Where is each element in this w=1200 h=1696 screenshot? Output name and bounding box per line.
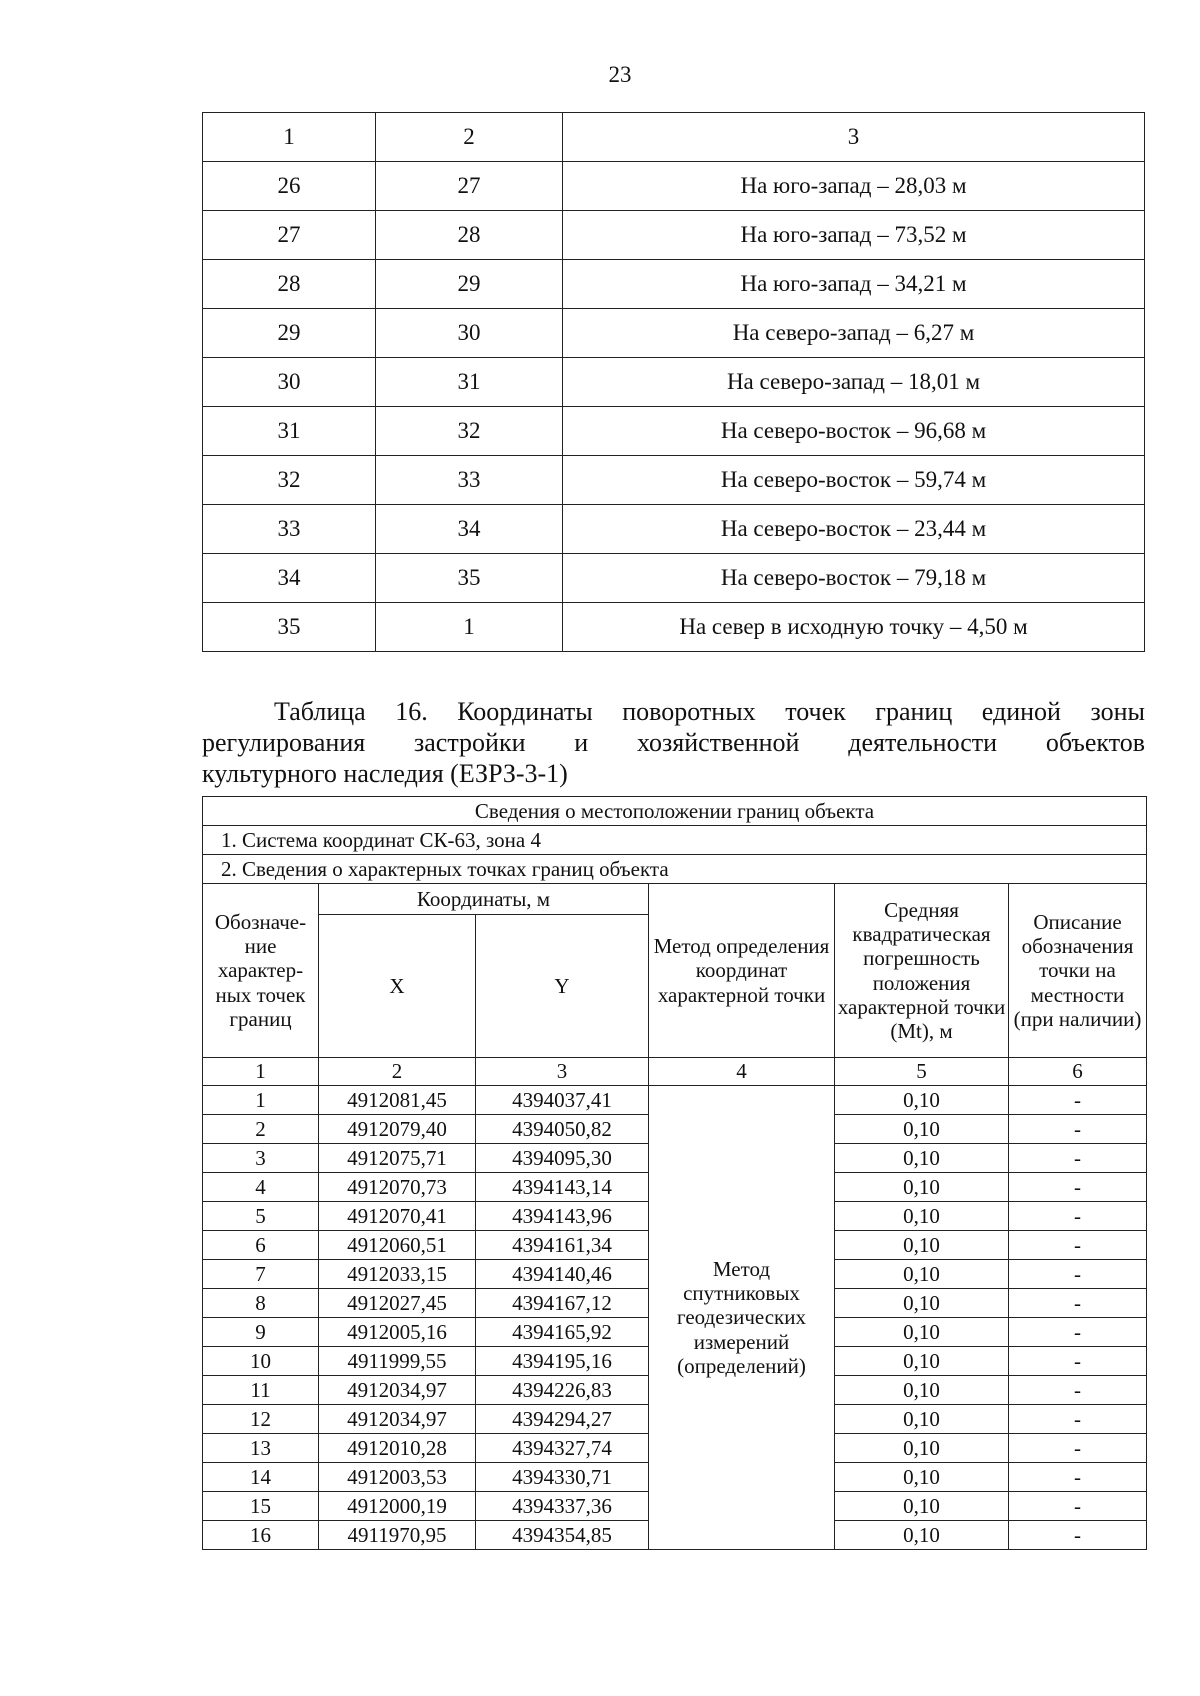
mean-error: 0,10 [835,1347,1009,1376]
point-number: 13 [203,1434,319,1463]
table-row [203,211,1145,260]
point-description: - [1009,1173,1147,1202]
mean-error: 0,10 [835,1260,1009,1289]
coord-y: 4394143,96 [476,1202,649,1231]
direction-distance: На северо-восток – 23,44 м [563,505,1145,554]
coordinates-table [202,796,1147,1550]
coord-y: 4394095,30 [476,1144,649,1173]
from-point: 34 [203,554,376,603]
method-cell: Метод спутниковых геодезических измерений (определений) [649,1086,835,1550]
coord-x: 4912000,19 [319,1492,476,1521]
table-row [203,603,1145,652]
point-description: - [1009,1492,1147,1521]
caption-line-3: культурного наследия (ЕЗРЗ-3-1) [202,759,568,788]
header-coords: Координаты, м [319,884,649,915]
from-point: 33 [203,505,376,554]
point-number: 10 [203,1347,319,1376]
coord-x: 4912075,71 [319,1144,476,1173]
point-description: - [1009,1086,1147,1115]
page-number: 23 [608,62,632,87]
from-point: 32 [203,456,376,505]
direction-table [202,112,1145,652]
point-number: 2 [203,1115,319,1144]
table1-header-cell: 3 [563,113,1145,162]
point-number: 15 [203,1492,319,1521]
coord-x: 4912027,45 [319,1289,476,1318]
coord-x: 4912060,51 [319,1231,476,1260]
coordinate-system: 1. Система координат СК-63, зона 4 [203,826,1147,855]
from-point: 28 [203,260,376,309]
header-method: Метод определения координат характерной точки [649,884,835,1058]
header-y: Y [476,915,649,1058]
table-caption [202,696,1145,789]
coord-x: 4912079,40 [319,1115,476,1144]
caption-line-1: Таблица 16. Координаты поворотных точек границ единой зоны [274,697,1145,726]
coord-y: 4394337,36 [476,1492,649,1521]
point-description: - [1009,1434,1147,1463]
column-number: 2 [319,1058,476,1086]
mean-error: 0,10 [835,1173,1009,1202]
table-row [203,358,1145,407]
coord-y: 4394327,74 [476,1434,649,1463]
to-point: 33 [376,456,563,505]
header-description: Описание обозначения точки на местности (при наличии) [1009,884,1147,1058]
point-description: - [1009,1347,1147,1376]
mean-error: 0,10 [835,1376,1009,1405]
column-number: 5 [835,1058,1009,1086]
point-number: 14 [203,1463,319,1492]
column-number: 3 [476,1058,649,1086]
coord-x: 4911999,55 [319,1347,476,1376]
point-description: - [1009,1521,1147,1550]
mean-error: 0,10 [835,1086,1009,1115]
point-number: 8 [203,1289,319,1318]
coord-y: 4394354,85 [476,1521,649,1550]
direction-distance: На север в исходную точку – 4,50 м [563,603,1145,652]
coord-x: 4912034,97 [319,1376,476,1405]
mean-error: 0,10 [835,1434,1009,1463]
point-description: - [1009,1289,1147,1318]
table-row [203,1086,1147,1115]
to-point: 1 [376,603,563,652]
point-number: 5 [203,1202,319,1231]
column-number: 4 [649,1058,835,1086]
mean-error: 0,10 [835,1144,1009,1173]
coord-y: 4394294,27 [476,1405,649,1434]
to-point: 32 [376,407,563,456]
point-number: 9 [203,1318,319,1347]
direction-distance: На северо-запад – 6,27 м [563,309,1145,358]
point-description: - [1009,1376,1147,1405]
direction-distance: На юго-запад – 73,52 м [563,211,1145,260]
column-number: 6 [1009,1058,1147,1086]
point-number: 3 [203,1144,319,1173]
to-point: 27 [376,162,563,211]
point-number: 1 [203,1086,319,1115]
mean-error: 0,10 [835,1115,1009,1144]
table1-header-cell: 2 [376,113,563,162]
coord-y: 4394165,92 [476,1318,649,1347]
table1-header-cell: 1 [203,113,376,162]
point-description: - [1009,1260,1147,1289]
to-point: 35 [376,554,563,603]
coord-x: 4912003,53 [319,1463,476,1492]
point-description: - [1009,1318,1147,1347]
mean-error: 0,10 [835,1492,1009,1521]
to-point: 29 [376,260,563,309]
coord-x: 4912034,97 [319,1405,476,1434]
coord-y: 4394330,71 [476,1463,649,1492]
column-number: 1 [203,1058,319,1086]
coord-y: 4394037,41 [476,1086,649,1115]
coord-y: 4394143,14 [476,1173,649,1202]
point-description: - [1009,1405,1147,1434]
direction-distance: На юго-запад – 34,21 м [563,260,1145,309]
coord-y: 4394140,46 [476,1260,649,1289]
mean-error: 0,10 [835,1202,1009,1231]
table-row [203,162,1145,211]
coord-x: 4911970,95 [319,1521,476,1550]
table-row [203,456,1145,505]
point-number: 11 [203,1376,319,1405]
mean-error: 0,10 [835,1463,1009,1492]
point-description: - [1009,1231,1147,1260]
coord-y: 4394167,12 [476,1289,649,1318]
direction-distance: На северо-восток – 96,68 м [563,407,1145,456]
direction-distance: На северо-восток – 59,74 м [563,456,1145,505]
mean-error: 0,10 [835,1405,1009,1434]
mean-error: 0,10 [835,1289,1009,1318]
table-row [203,260,1145,309]
coord-x: 4912033,15 [319,1260,476,1289]
direction-distance: На юго-запад – 28,03 м [563,162,1145,211]
coord-y: 4394195,16 [476,1347,649,1376]
header-error: Средняя квадратическая погрешность положения характерной точки (Mt), м [835,884,1009,1058]
table-row [203,554,1145,603]
to-point: 30 [376,309,563,358]
coord-y: 4394050,82 [476,1115,649,1144]
to-point: 28 [376,211,563,260]
points-section-title: 2. Сведения о характерных точках границ объекта [203,855,1147,884]
from-point: 29 [203,309,376,358]
coord-x: 4912070,73 [319,1173,476,1202]
coord-y: 4394226,83 [476,1376,649,1405]
header-x: X [319,915,476,1058]
mean-error: 0,10 [835,1231,1009,1260]
table2-title: Сведения о местоположении границ объекта [203,797,1147,826]
header-designation: Обозначе-ние характер-ных точек границ [203,884,319,1058]
point-description: - [1009,1144,1147,1173]
direction-distance: На северо-восток – 79,18 м [563,554,1145,603]
from-point: 26 [203,162,376,211]
point-number: 16 [203,1521,319,1550]
coord-x: 4912081,45 [319,1086,476,1115]
from-point: 31 [203,407,376,456]
coord-x: 4912005,16 [319,1318,476,1347]
table-row [203,407,1145,456]
mean-error: 0,10 [835,1318,1009,1347]
mean-error: 0,10 [835,1521,1009,1550]
point-number: 7 [203,1260,319,1289]
caption-line-2: регулирования застройки и хозяйственной деятельности объектов [202,728,1145,757]
direction-distance: На северо-запад – 18,01 м [563,358,1145,407]
point-description: - [1009,1202,1147,1231]
point-number: 4 [203,1173,319,1202]
to-point: 34 [376,505,563,554]
point-number: 12 [203,1405,319,1434]
from-point: 30 [203,358,376,407]
coord-x: 4912070,41 [319,1202,476,1231]
point-description: - [1009,1115,1147,1144]
table-row [203,505,1145,554]
coord-x: 4912010,28 [319,1434,476,1463]
from-point: 35 [203,603,376,652]
point-number: 6 [203,1231,319,1260]
coord-y: 4394161,34 [476,1231,649,1260]
from-point: 27 [203,211,376,260]
table-row [203,309,1145,358]
point-description: - [1009,1463,1147,1492]
to-point: 31 [376,358,563,407]
